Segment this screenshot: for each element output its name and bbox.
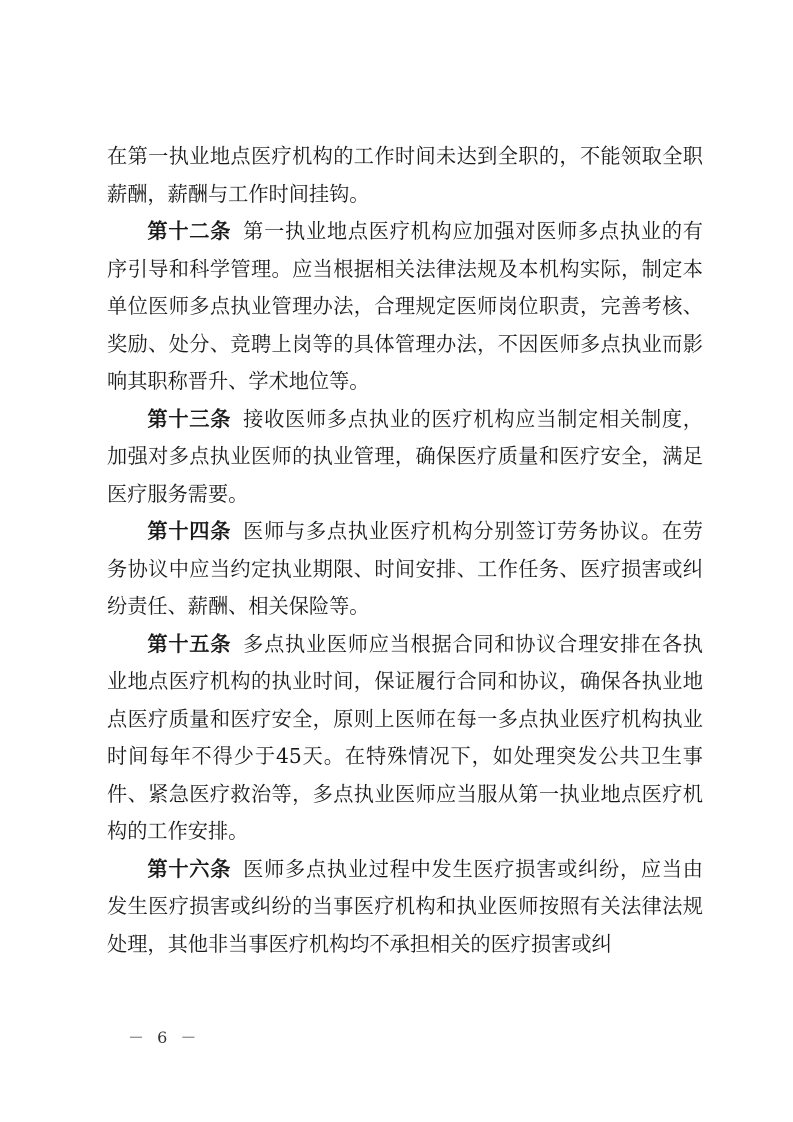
article-heading: 第十五条 xyxy=(147,631,232,656)
article-16 xyxy=(107,851,703,964)
paragraph-text: 第一执业地点医疗机构应加强对医师多点执业的有序引导和科学管理。应当根据相关法律法规及本机构实际，制定本单位医师多点执业管理办法，合理规定医师岗位职责，完善考核、奖励、处分、竞聘上岗等的具体管理办法，不因医师多点执业而影响其职称晋升、学术地位等。 xyxy=(107,219,703,393)
paragraph-text: 多点执业医师应当根据合同和协议合理安排在各执业地点医疗机构的执业时间，保证履行合同和协议，确保各执业地点医疗质量和医疗安全，原则上医师在每一多点执业医疗机构执业时间每年不得少于45天。在特殊情况下，如处理突发公共卫生事件、紧急医疗救治等，多点执业医师应当服从第一执业地点医疗机构的工作安排。 xyxy=(107,631,703,843)
article-heading: 第十四条 xyxy=(147,519,232,543)
article-12 xyxy=(107,213,703,401)
article-13 xyxy=(107,401,703,514)
article-heading: 第十三条 xyxy=(147,406,232,431)
paragraph-text: 在第一执业地点医疗机构的工作时间未达到全职的，不能领取全职薪酬，薪酬与工作时间挂钩。 xyxy=(107,144,703,206)
paragraph-text: 接收医师多点执业的医疗机构应当制定相关制度，加强对多点执业医师的执业管理，确保医疗质量和医疗安全，满足医疗服务需要。 xyxy=(107,406,703,506)
article-heading: 第十二条 xyxy=(147,219,232,243)
paragraph-text: 医师多点执业过程中发生医疗损害或纠纷，应当由发生医疗损害或纠纷的当事医疗机构和执业医师按照有关法律法规处理，其他非当事医疗机构均不承担相关的医疗损害或纠 xyxy=(107,856,703,956)
paragraph-text: 医师与多点执业医疗机构分别签订劳务协议。在劳务协议中应当约定执业期限、时间安排、工作任务、医疗损害或纠纷责任、薪酬、相关保险等。 xyxy=(107,519,703,618)
article-15 xyxy=(107,626,703,851)
page-number: － 6 － xyxy=(128,1028,201,1047)
article-heading: 第十六条 xyxy=(147,856,232,881)
document-body xyxy=(107,138,703,963)
paragraph-continuation xyxy=(107,138,703,213)
article-14 xyxy=(107,513,703,626)
